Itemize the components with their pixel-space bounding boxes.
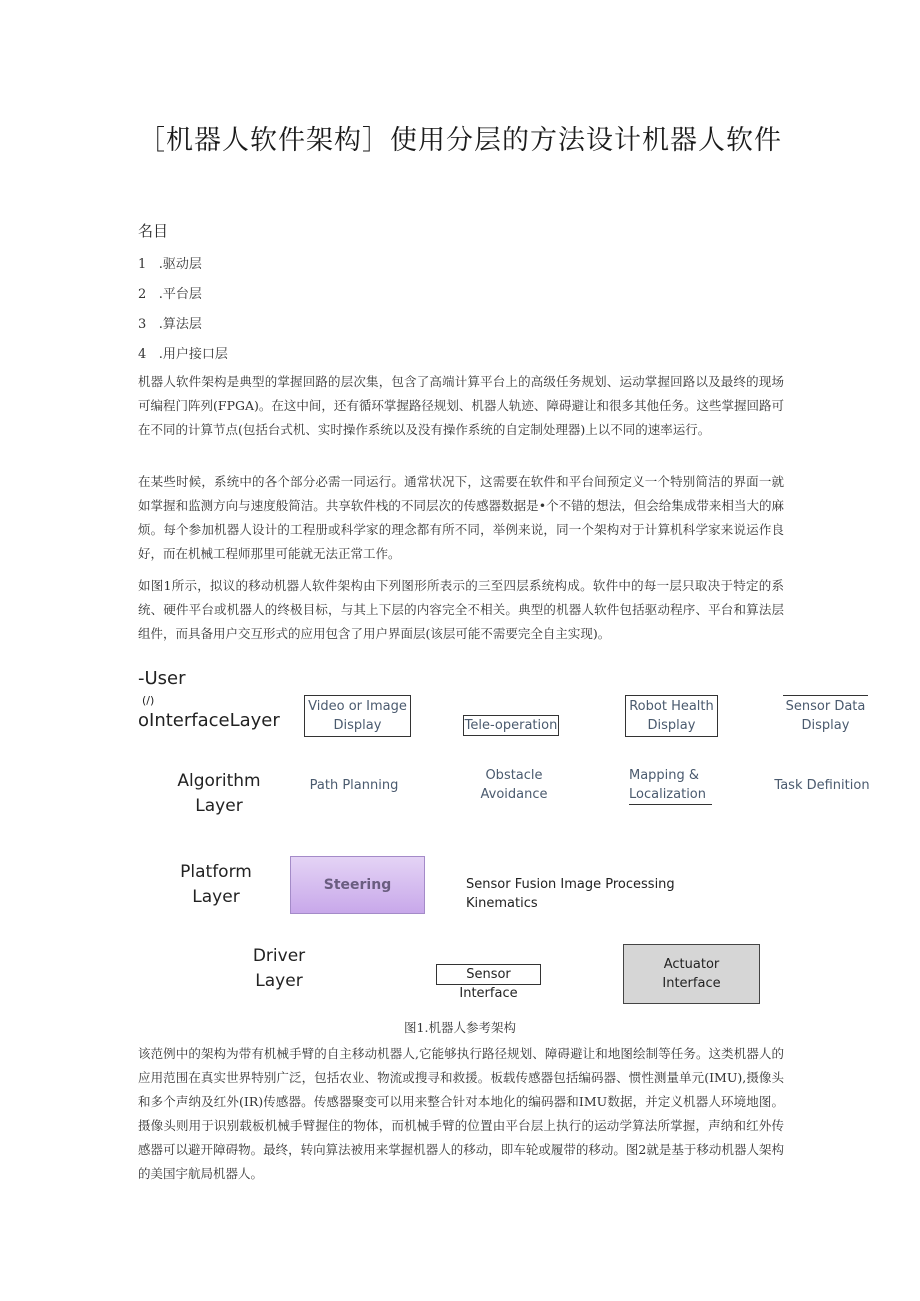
toc-item-text: .驱动层 bbox=[158, 257, 202, 272]
driver-layer-label bbox=[240, 944, 318, 994]
node-label: Display bbox=[333, 718, 382, 733]
layer-label-line: Layer bbox=[192, 887, 240, 907]
node-label: Display bbox=[801, 718, 850, 733]
toc-item-num: 4 bbox=[138, 347, 147, 362]
page-title: ［机器人软件架构］使用分层的方法设计机器人软件 bbox=[138, 125, 782, 156]
toc-item-num: 2 bbox=[138, 287, 147, 302]
paragraph-figure-ref: 如图1所示，拟议的移动机器人软件架构由下列图形所表示的三至四层系统构成。软件中的每一层只取决于特定的系统、硬件平台或机器人的终极目标，与其上下层的内容完全不相关。典型的机器人软件包括驱动程序、平台和算法层组件，而具备用户交互形式的应用包含了用户界面层(该层可能不需要完全自主实现)。 bbox=[138, 578, 784, 641]
tele-operation-node: Tele-operation bbox=[463, 715, 559, 736]
node-label: Sensor Data bbox=[785, 699, 866, 714]
obstacle-avoidance-node bbox=[470, 766, 558, 804]
robot-health-node bbox=[625, 695, 718, 737]
layer-label-line: Layer bbox=[195, 796, 243, 816]
toc-item bbox=[138, 313, 202, 332]
paragraph-intro: 机器人软件架构是典型的掌握回路的层次集，包含了高端计算平台上的高级任务规划、运动掌握回路以及最终的现场可编程门阵列(FPGA)。在这中间，还有循环掌握路径规划、机器人轨迹、障碍避让和很多其他任务。这些掌握回路可在不同的计算节点(包括台式机、实时操作系统以及没有操作系统的自定制处理器)上以不同的速率运行。 bbox=[138, 374, 784, 437]
layer-label-line: Layer bbox=[255, 971, 303, 991]
node-label: Actuator bbox=[663, 957, 720, 972]
platform-other-nodes: Sensor Fusion Image Processing Kinematics bbox=[466, 877, 675, 911]
mapping-localization-node bbox=[629, 766, 712, 805]
path-planning-node: Path Planning bbox=[309, 778, 399, 793]
figure-caption: 图1.机器人参考架构 bbox=[404, 1020, 516, 1035]
algorithm-layer-label bbox=[168, 769, 270, 819]
node-label: Video or Image bbox=[308, 699, 407, 714]
toc-item-num: 3 bbox=[138, 317, 147, 332]
toc-item-text: .算法层 bbox=[158, 317, 202, 332]
user-layer-mark: (/) bbox=[142, 694, 155, 707]
node-label: Obstacle bbox=[485, 768, 543, 783]
node-label: Robot Health bbox=[629, 699, 714, 714]
toc-item bbox=[138, 343, 228, 362]
architecture-diagram bbox=[0, 660, 920, 1020]
sensor-data-node bbox=[783, 695, 868, 736]
platform-layer-label bbox=[168, 860, 264, 910]
layer-label-line: Algorithm bbox=[177, 771, 261, 791]
paragraph-integration: 在某些时候，系统中的各个部分必需一同运行。通常状况下，这需要在软件和平台间预定义一个特别简洁的界面一就如掌握和监测方向与速度般简洁。共享软件栈的不同层次的传感器数据是•个不错的想法，但会给集成带来相当大的麻烦。每个参加机器人设计的工程册或科学家的理念都有所不同，举例来说，同一个架构对于计算机科学家来说运作良好，而在机械工程师那里可能就无法正常工作。 bbox=[138, 474, 784, 561]
toc-item-text: .用户接口层 bbox=[158, 347, 228, 362]
user-layer-label-line2: oInterfaceLayer bbox=[138, 710, 280, 731]
node-label: Display bbox=[647, 718, 696, 733]
toc-item-num: 1 bbox=[138, 257, 147, 272]
task-definition-node: Task Definition bbox=[774, 778, 870, 793]
toc-item bbox=[138, 253, 202, 272]
toc-heading: 名目 bbox=[138, 222, 169, 240]
layer-label-line: Driver bbox=[252, 946, 306, 966]
actuator-interface-node bbox=[623, 944, 760, 1004]
node-label: Localization bbox=[629, 787, 706, 802]
user-layer-label-line1: -User bbox=[138, 668, 186, 689]
paragraph-example: 该范例中的架构为带有机械手臂的自主移动机器人,它能够执行路径规划、障碍避让和地图绘制等任务。这类机器人的应用范围在真实世界特别广泛，包括农业、物流或搜寻和救援。板载传感器包括编码器、惯性测量单元(IMU),摄像头和多个声纳及红外(IR)传感器。传感器聚变可以用来整合针对本地化的编码器和IMU数据，并定义机器人环境地图。摄像头则用于识别载板机械手臂握住的物体，而机械手臂的位置由平台层上执行的运动学算法所掌握，声纳和红外传感器可以避开障碍物。最终，转向算法被用来掌握机器人的移动，即车轮或履带的移动。图2就是基于移动机器人架构的美国宇航局机器人。 bbox=[138, 1046, 784, 1181]
node-label: Interface bbox=[662, 976, 721, 991]
node-label: Mapping & bbox=[629, 768, 700, 783]
toc-item bbox=[138, 283, 202, 302]
layer-label-line: Platform bbox=[180, 862, 252, 882]
steering-node: Steering bbox=[290, 856, 425, 914]
sensor-interface-node: Sensor Interface bbox=[436, 964, 541, 985]
video-display-node bbox=[304, 695, 411, 737]
toc-item-text: .平台层 bbox=[158, 287, 202, 302]
node-label: Avoidance bbox=[480, 787, 548, 802]
